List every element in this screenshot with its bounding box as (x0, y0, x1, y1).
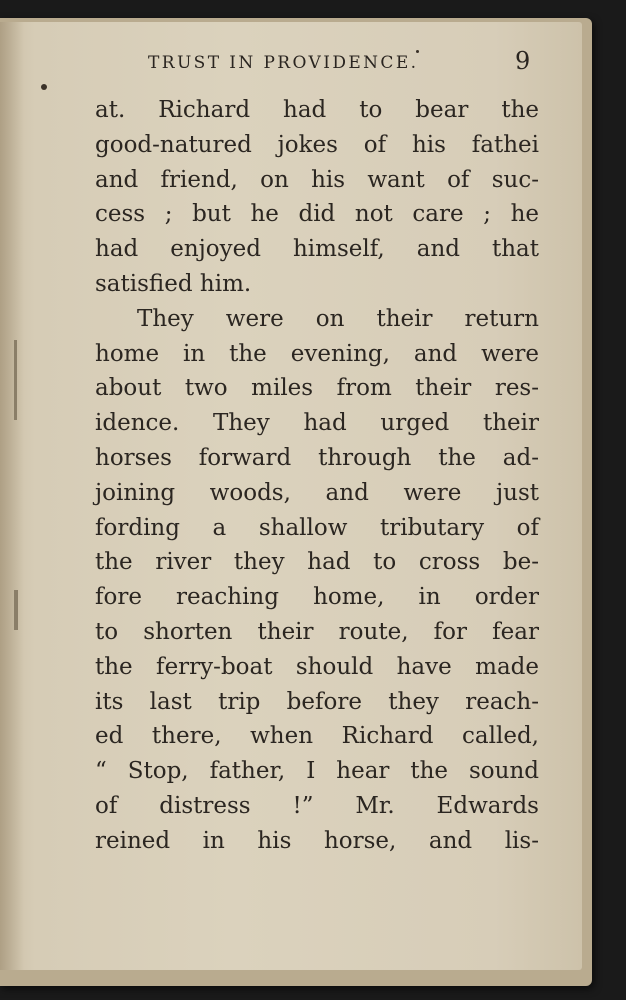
text-line: home in the evening, and were (95, 340, 539, 367)
text-line: at. Richard had to bear the (95, 97, 539, 123)
text-line: cess ; but he did not care ; he (95, 201, 539, 228)
page-number: 9 (515, 47, 531, 75)
running-header (148, 49, 548, 79)
text-line: had enjoyed himself, and that (95, 236, 539, 263)
text-line: idence. They had urged their (95, 410, 539, 437)
running-head-title: TRUST IN PROVIDENCE. (148, 53, 419, 73)
text-line: fording a shallow tributary of (95, 514, 539, 541)
gutter-shadow (0, 22, 24, 970)
page-edge-crease (14, 590, 18, 630)
text-line: “ Stop, father, I hear the sound (95, 758, 539, 785)
text-line: of distress !” Mr. Edwards (95, 792, 539, 819)
text-line: They were on their return (137, 305, 539, 332)
page-edge-crease (14, 340, 17, 420)
body-text (95, 93, 539, 859)
text-line: to shorten their route, for fear (95, 618, 539, 645)
text-line: fore reaching home, in order (95, 584, 539, 611)
text-line: ed there, when Richard called, (95, 723, 539, 750)
text-line: good-natured jokes of his fathei (95, 131, 539, 158)
text-line: reined in his horse, and lis- (95, 827, 539, 854)
text-line: the river they had to cross be- (95, 549, 539, 576)
ink-speck (41, 84, 47, 90)
text-line: its last trip before they reach- (95, 688, 539, 715)
text-line: horses forward through the ad- (95, 444, 539, 471)
text-line: the ferry-boat should have made (95, 653, 539, 680)
text-line: joining woods, and were just (95, 479, 539, 506)
text-line: satisfied him. (95, 270, 252, 297)
text-line: about two miles from their res- (95, 375, 539, 402)
text-line: and friend, on his want of suc- (95, 166, 539, 193)
